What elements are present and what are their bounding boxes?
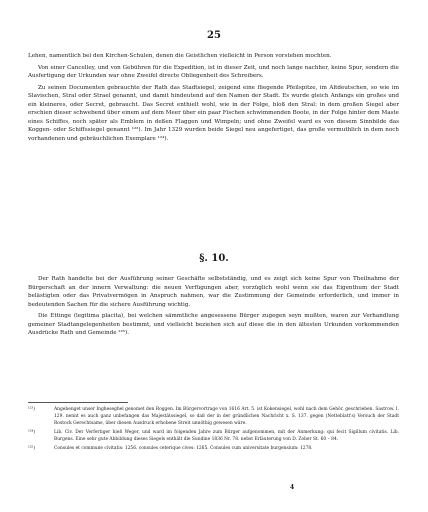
page-number: 25	[207, 30, 221, 41]
body-text-bottom	[28, 275, 399, 341]
paragraph: Der Rath handelte bei der Ausführung seiner Geschäfte selbstständig, und es zeigt sich keine Spur von Theilnahme der Bürgerschaft an der innern Verwaltung: die neuen Verfügungen aber, vorzüglich wohl wenn sie das Eigenthum der Stadt belästigten oder das Privatvermögen in Anspruch nahmen, war die Zustimmung der Gemeinde erforderlich, und immer in bedeutenden Sachen für die sichere Ausführung wichtig.	[28, 276, 399, 308]
footnote-marker: ¹²³)	[28, 407, 35, 412]
signature-mark: 4	[290, 484, 295, 491]
footnote-text: Lib. Civ. Der Verfertiger hieß Weger, und ward im folgenden Jahre zum Bürger aufgenommen, mit der Anmerkung: qui fecit Sigillum civitatis. Lib. Burgens. Eine sehr gute Abbildung dieses Siegels enthält die Sundine 1836 Nr. 78. nebst Erläuterung von D. Zober St. 60 – 84.	[54, 430, 399, 442]
footnote-divider	[28, 402, 128, 403]
footnote	[28, 429, 399, 443]
footnote-text: Consules et commune civitatis: 1256. consules ceterique cives: 1265. Consules cum universitate burgensium: 1278.	[54, 446, 313, 451]
paragraph: Zu seinen Documenten gebrauchte der Rath das Stadtsiegel, zeigend eine fliegende Pfeilspitze, im Altdeutschen, so wie im Slavischen, Stral oder Strael genannt, und damit hindeutend auf den Namen der Stadt. Es wurde gleich Anfangs ein großes und ein kleineres, oder Secret, gebraucht. Das Secret enthielt wohl, wie in der Folge, bloß den Stral: in dem großen Siegel aber erschien dieser schwebend über einem auf dem Meer über ein paar Fischen schwimmenden Boote, in der Folge hinter dem Maste eines Schiffes, noch später als Emblem in deßen Flaggen und Wimpeln; und ohne Zweifel ward es von diesem Sinnbilde das Koggen- oder Schiffssiegel genannt ¹²³). Im Jahr 1329 wurden beide Siegel neu angefertiget, das große vermuthlich in dem noch vorhandenen und gebräuchlichen Exemplare ¹²⁴).	[28, 84, 399, 142]
paragraph: Lehen, namentlich bei den Kirchen-Schulen, denen die Geistlichen vielleicht in Person vorstehen mochten.	[28, 53, 332, 59]
paragraph: Von einer Cancelley, und von Gebühren für die Expedition, ist in dieser Zeit, und noch lange nachher, keine Spur, sondern die Ausfertigung der Urkunden war ohne Zweifel directe Obliegenheit des Schreibers.	[28, 64, 399, 79]
body-text-top	[28, 52, 399, 146]
footnote-text: Angebenget unser Ingheseghel genomet den Roggen. Im Bürgervortrage von 1616 Art. 5. ist Kokensiegel, wohl nach dem Gehör, geschrieben. Sastrow. I. 129. nennt es auch ganz unbefangen das Majestätssiegel, so daß der in der gründlichen Nachricht x. S. 137. gegen (Netteblatt's) Versuch der Stadt Rostock Gerechtsame, über diesen Ausdruck erhobene Streit unnöthig gewesen wäre.	[54, 407, 399, 426]
footnote-marker: ¹²⁴)	[28, 430, 35, 435]
footnotes	[28, 406, 399, 454]
section-heading: §. 10.	[199, 253, 229, 264]
footnote	[28, 445, 399, 452]
paragraph: Die Ettinge (legitima placita), bei welchen sämmtliche angesessene Bürger zugegen seyn mußten, waren zur Verhandlung gemeiner Stadtangelegenheiten bestimmt, und vielleicht beziehen sich auf diese die in den ältesten Urkunden vorkommenden Ausdrücke Rath und Gemeinde ¹²⁵).	[28, 313, 399, 336]
footnote-marker: ¹²⁵)	[28, 446, 35, 451]
footnote	[28, 406, 399, 427]
